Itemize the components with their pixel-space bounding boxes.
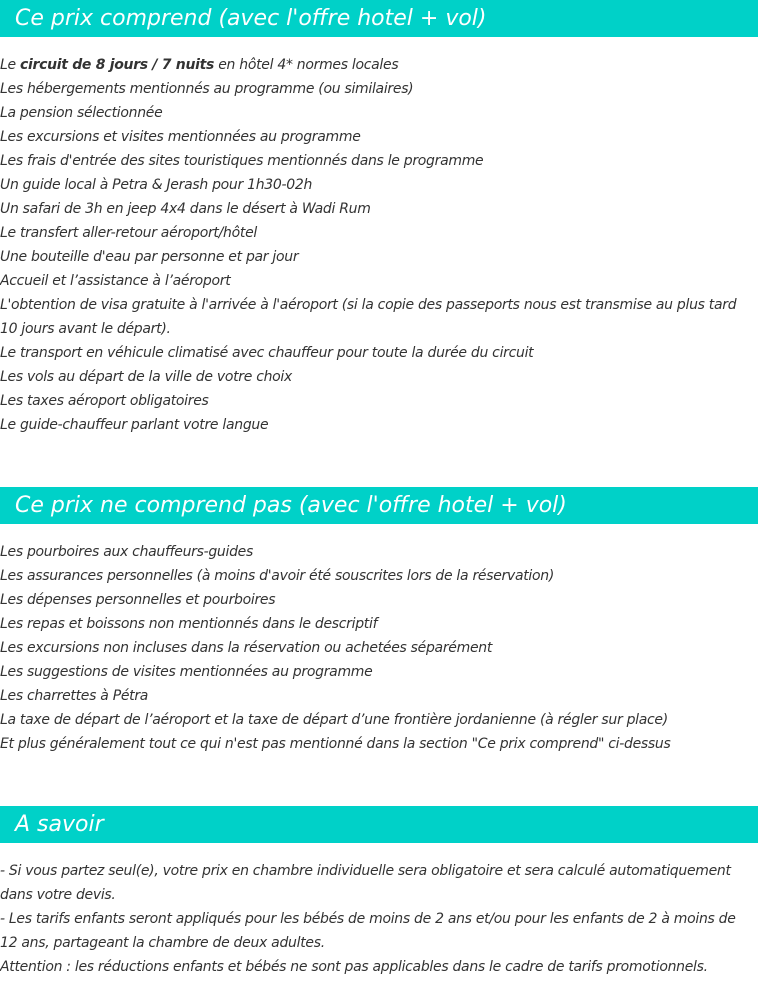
list-item: Les hébergements mentionnés au programme (ou similaires) xyxy=(0,81,414,97)
list-item: Le guide-chauffeur parlant votre langue xyxy=(0,417,269,433)
list-item: - Les tarifs enfants seront appliqués pour les bébés de moins de 2 ans et/ou pour les enfants de 2 à moins de 12 ans, partageant la chambre de deux adultes. xyxy=(0,911,736,951)
list-item: Le transfert aller-retour aéroport/hôtel xyxy=(0,225,257,241)
list-item: Un guide local à Petra & Jerash pour 1h30-02h xyxy=(0,177,313,193)
excluded-section-header: Ce prix ne comprend pas (avec l'offre hotel + vol) xyxy=(0,487,758,524)
list-item: L'obtention de visa gratuite à l'arrivée à l'aéroport (si la copie des passeports nous est transmise au plus tard 10 jours avant le départ). xyxy=(0,297,737,337)
list-item: Les excursions et visites mentionnées au programme xyxy=(0,129,361,145)
list-item: - Si vous partez seul(e), votre prix en chambre individuelle sera obligatoire et sera calculé automatiquement dans votre devis. xyxy=(0,863,731,903)
list-item xyxy=(0,53,752,77)
list-item: Le transport en véhicule climatisé avec chauffeur pour toute la durée du circuit xyxy=(0,345,534,361)
info-list xyxy=(0,859,752,979)
list-item: Les assurances personnelles (à moins d'avoir été souscrites lors de la réservation) xyxy=(0,568,555,584)
list-item: Les vols au départ de la ville de votre choix xyxy=(0,369,293,385)
list-item: Attention : les réductions enfants et bébés ne sont pas applicables dans le cadre de tarifs promotionnels. xyxy=(0,959,708,975)
included-section-header: Ce prix comprend (avec l'offre hotel + vol) xyxy=(0,0,758,37)
list-item-suffix: en hôtel 4* normes locales xyxy=(214,57,399,73)
list-item: Les suggestions de visites mentionnées au programme xyxy=(0,664,373,680)
list-item: Un safari de 3h en jeep 4x4 dans le désert à Wadi Rum xyxy=(0,201,371,217)
list-item: Accueil et l’assistance à l’aéroport xyxy=(0,273,231,289)
list-item: La taxe de départ de l’aéroport et la taxe de départ d’une frontière jordanienne (à régler sur place) xyxy=(0,712,668,728)
circuit-duration: circuit de 8 jours / 7 nuits xyxy=(19,57,215,73)
list-item: Les pourboires aux chauffeurs-guides xyxy=(0,544,253,560)
list-item: Les repas et boissons non mentionnés dans le descriptif xyxy=(0,616,378,632)
list-item-prefix: Le xyxy=(0,57,20,73)
list-item: Les dépenses personnelles et pourboires xyxy=(0,592,276,608)
list-item: Une bouteille d'eau par personne et par jour xyxy=(0,249,299,265)
list-item: Les taxes aéroport obligatoires xyxy=(0,393,209,409)
info-section-header: A savoir xyxy=(0,806,758,843)
list-item: Les charrettes à Pétra xyxy=(0,688,149,704)
list-item: Les frais d'entrée des sites touristiques mentionnés dans le programme xyxy=(0,153,484,169)
list-item: La pension sélectionnée xyxy=(0,105,163,121)
list-item: Et plus généralement tout ce qui n'est pas mentionné dans la section "Ce prix comprend" ci-dessus xyxy=(0,736,671,752)
excluded-list xyxy=(0,540,752,756)
list-item: Les excursions non incluses dans la réservation ou achetées séparément xyxy=(0,640,493,656)
included-list xyxy=(0,53,752,437)
